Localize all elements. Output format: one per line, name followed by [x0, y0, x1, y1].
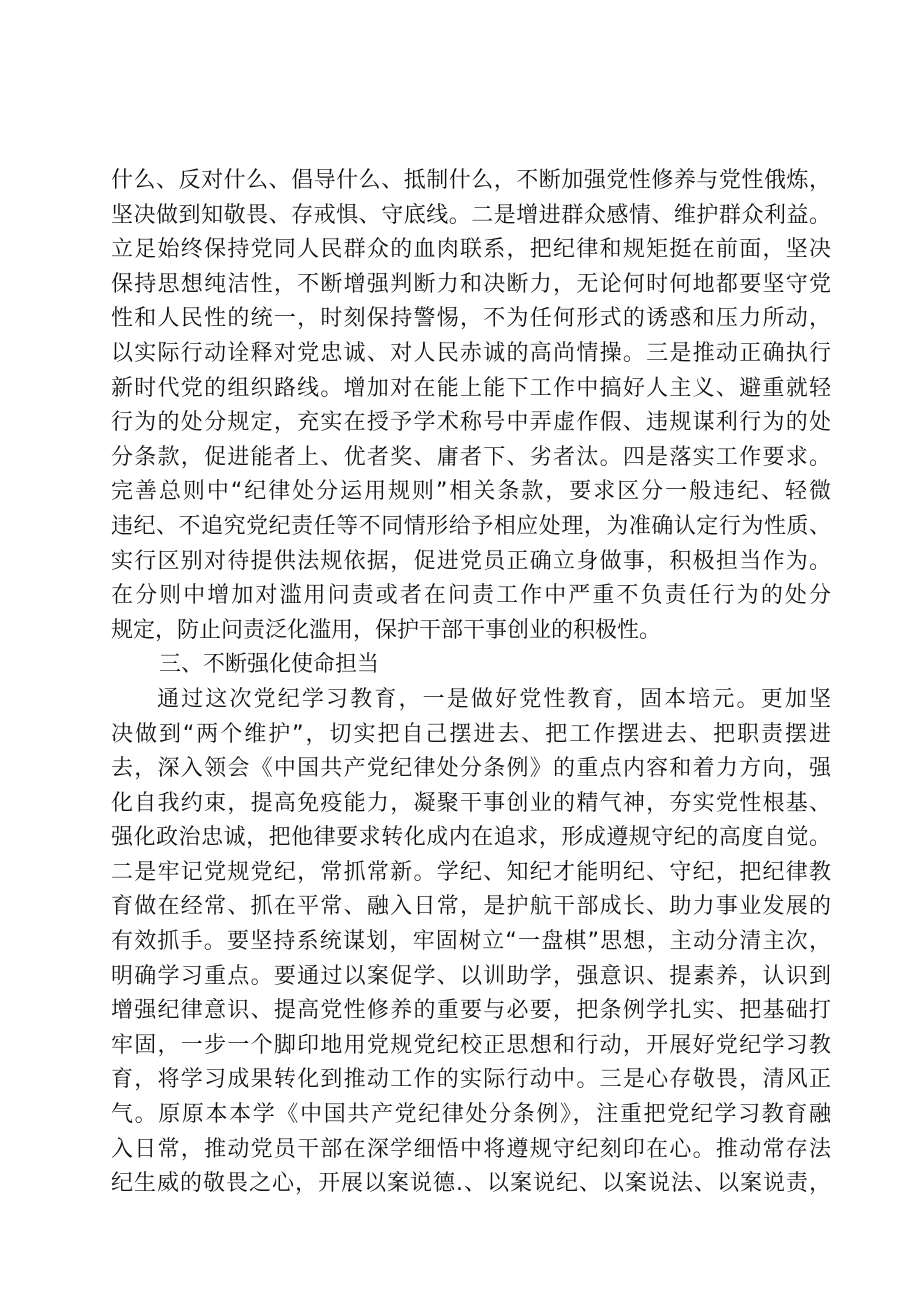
text-line: 纪生威的敬畏之心，开展以案说德.、以案说纪、以案说法、以案说责， — [111, 1171, 831, 1197]
text-line: 以实际行动诠释对党忠诚、对人民赤诚的高尚情操。三是推动正确执行 — [111, 340, 831, 366]
text-line: 性和人民性的统一，时刻保持警惕，不为任何形式的诱惑和压力所动， — [111, 306, 831, 332]
text-line: 坚决做到知敬畏、存戒惧、守底线。二是增进群众感情、维护群众利益。 — [111, 202, 831, 228]
text-line: 牢固，一步一个脚印地用党规党纪校正思想和行动，开展好党纪学习教 — [111, 1032, 831, 1058]
text-line: 育，将学习成果转化到推动工作的实际行动中。三是心存敬畏，清风正 — [111, 1067, 831, 1093]
text-line: 有效抓手。要坚持系统谋划，牢固树立“一盘棋”思想，主动分清主次， — [111, 929, 831, 955]
paragraph-first-line: 通过这次党纪学习教育，一是做好党性教育，固本培元。更加坚 — [157, 686, 831, 712]
text-line: 新时代党的组织路线。增加对在能上能下工作中搞好人主义、避重就轻 — [111, 375, 831, 401]
text-line: 行为的处分规定，充实在授予学术称号中弄虚作假、违规谋利行为的处 — [111, 410, 831, 436]
text-line: 决做到“两个维护”，切实把自己摆进去、把工作摆进去、把职责摆进 — [111, 721, 831, 747]
text-line: 分条款，促进能者上、优者奖、庸者下、劣者汰。四是落实工作要求。 — [111, 444, 831, 470]
text-line: 去，深入领会《中国共产党纪律处分条例》的重点内容和着力方向，强 — [111, 756, 831, 782]
text-line: 完善总则中“纪律处分运用规则”相关条款，要求区分一般违纪、轻微 — [111, 479, 831, 505]
text-line: 入日常，推动党员干部在深学细悟中将遵规守纪刻印在心。推动常存法 — [111, 1136, 831, 1162]
text-line: 育做在经常、抓在平常、融入日常，是护航干部成长、助力事业发展的 — [111, 894, 831, 920]
text-line: 化自我约束，提高免疫能力，凝聚干事创业的精气神，夯实党性根基、 — [111, 790, 831, 816]
text-line: 明确学习重点。要通过以案促学、以训助学，强意识、提素养，认识到 — [111, 963, 831, 989]
text-line: 什么、反对什么、倡导什么、抵制什么，不断加强党性修养与党性俄炼， — [111, 168, 831, 193]
text-line: 保持思想纯洁性，不断增强判断力和决断力，无论何时何地都要坚守党 — [111, 271, 831, 297]
text-line: 在分则中增加对滥用问责或者在问责工作中严重不负责任行为的处分 — [111, 583, 831, 609]
text-line: 增强纪律意识、提高党性修养的重要与必要，把条例学扎实、把基础打 — [111, 998, 831, 1024]
section-heading: 三、不断强化使命担当 — [159, 652, 380, 678]
text-line: 实行区别对待提供法规依据，促进党员正确立身做事，积极担当作为。 — [111, 548, 831, 574]
body-text — [111, 164, 831, 1202]
text-line: 立足始终保持党同人民群众的血肉联系，把纪律和规矩挺在前面，坚决 — [111, 237, 831, 263]
text-line: 二是牢记党规党纪，常抓常新。学纪、知纪才能明纪、守纪，把纪律教 — [111, 859, 831, 885]
text-line: 违纪、不追究党纪责任等不同情形给予相应处理，为准确认定行为性质、 — [111, 513, 831, 539]
text-line: 规定，防止问责泛化滥用，保护干部干事创业的积极性。 — [111, 617, 662, 643]
text-line: 气。原原本本学《中国共产党纪律处分条例》，注重把党纪学习教育融 — [111, 1102, 831, 1128]
text-line: 强化政治忠诚，把他律要求转化成内在追求，形成遵规守纪的高度自觉。 — [111, 825, 831, 851]
